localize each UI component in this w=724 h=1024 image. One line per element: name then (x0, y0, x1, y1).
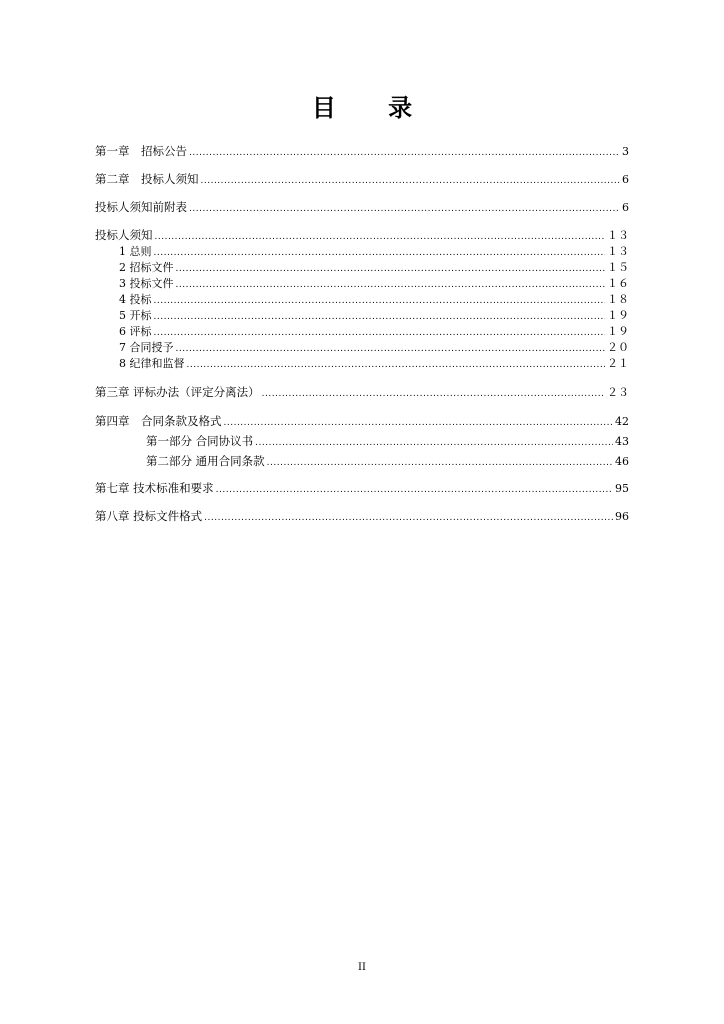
toc-entry-page: １９ (607, 309, 629, 322)
toc-entry-page: １５ (607, 261, 629, 274)
toc-entry-chapter-4[interactable] (95, 414, 629, 430)
toc-entry-text: 第八章 投标文件格式 (95, 509, 203, 523)
page-number: II (358, 962, 366, 973)
toc-entry-page: 6 (622, 201, 629, 214)
toc-entry-text: 4 投标 (119, 293, 152, 306)
toc-entry-chapter-3[interactable] (95, 385, 629, 401)
toc-subentry-8[interactable] (119, 357, 629, 372)
toc-entry-page: １９ (607, 325, 629, 338)
toc-entry-text: 7 合同授予 (119, 341, 174, 354)
toc-subentry-5[interactable] (119, 309, 629, 324)
toc-entry-page: ２３ (607, 386, 629, 399)
toc-leader-dots (154, 294, 606, 308)
toc-entry-text: 2 招标文件 (119, 261, 174, 274)
toc-entry-text: 第一章 招标公告 (95, 144, 187, 158)
toc-entry-text: 第二部分 通用合同条款 (146, 454, 265, 468)
toc-subentry-6[interactable] (119, 325, 629, 340)
toc-entry-page: ２０ (607, 341, 629, 354)
toc-entry-text: 第一部分 合同协议书 (146, 434, 254, 448)
toc-leader-dots (154, 310, 606, 324)
toc-subentry-2[interactable] (119, 261, 629, 276)
toc-subentry-1[interactable] (119, 245, 629, 260)
toc-entry-page: 95 (615, 482, 629, 495)
toc-entry-instructions[interactable] (95, 228, 629, 244)
toc-subentry-7[interactable] (119, 341, 629, 356)
toc-entry-text: 第四章 合同条款及格式 (95, 414, 222, 428)
toc-entry-text: 1 总则 (119, 245, 152, 258)
toc-leader-dots (255, 436, 613, 450)
toc-entry-page: 42 (615, 415, 629, 428)
toc-leader-dots (267, 456, 613, 470)
toc-entry-chapter-8[interactable] (95, 509, 629, 525)
toc-entry-page: 6 (622, 173, 629, 186)
toc-leader-dots (216, 483, 613, 497)
page-title: 目 录 (311, 94, 435, 122)
toc-leader-dots (204, 511, 613, 525)
toc-leader-dots (224, 416, 614, 430)
toc-entry-text: 第二章 投标人须知 (95, 172, 199, 186)
toc-entry-page: 3 (622, 145, 629, 158)
toc-entry-chapter-2[interactable] (95, 172, 629, 188)
toc-leader-dots (176, 278, 606, 292)
toc-entry-text: 投标人须知前附表 (95, 200, 187, 214)
toc-leader-dots (189, 146, 620, 160)
toc-entry-text: 5 开标 (119, 309, 152, 322)
toc-entry-page: １６ (607, 277, 629, 290)
toc-entry-page: 96 (615, 510, 629, 523)
toc-leader-dots (154, 326, 606, 340)
toc-entry-chapter-7[interactable] (95, 481, 629, 497)
toc-entry-page: 46 (615, 455, 629, 468)
toc-entry-text: 投标人须知 (95, 228, 153, 242)
toc-leader-dots (189, 202, 620, 216)
toc-leader-dots (201, 174, 621, 188)
toc-entry-page: １３ (607, 229, 629, 242)
toc-entry-text: 3 投标文件 (119, 277, 174, 290)
toc-entry-text: 第七章 技术标准和要求 (95, 481, 214, 495)
toc-entry-page: １３ (607, 245, 629, 258)
toc-subentry-3[interactable] (119, 277, 629, 292)
toc-leader-dots (176, 342, 606, 356)
toc-leader-dots (154, 246, 606, 260)
toc-leader-dots (155, 230, 606, 244)
toc-entry-front-table[interactable] (95, 200, 629, 216)
toc-leader-dots (262, 387, 605, 401)
toc-entry-chapter-1[interactable] (95, 144, 629, 160)
toc-entry-text: 8 纪律和监督 (119, 357, 185, 370)
toc-entry-page: 43 (615, 435, 629, 448)
toc-subentry-part-2[interactable] (146, 454, 629, 470)
toc-entry-page: ２１ (607, 357, 629, 370)
toc-entry-text: 6 评标 (119, 325, 152, 338)
toc-leader-dots (187, 358, 606, 372)
toc-entry-text: 第三章 评标办法（评定分离法） (95, 385, 260, 399)
toc-subentry-4[interactable] (119, 293, 629, 308)
toc-entry-page: １８ (607, 293, 629, 306)
toc-subentry-part-1[interactable] (146, 434, 629, 450)
toc-leader-dots (176, 262, 606, 276)
